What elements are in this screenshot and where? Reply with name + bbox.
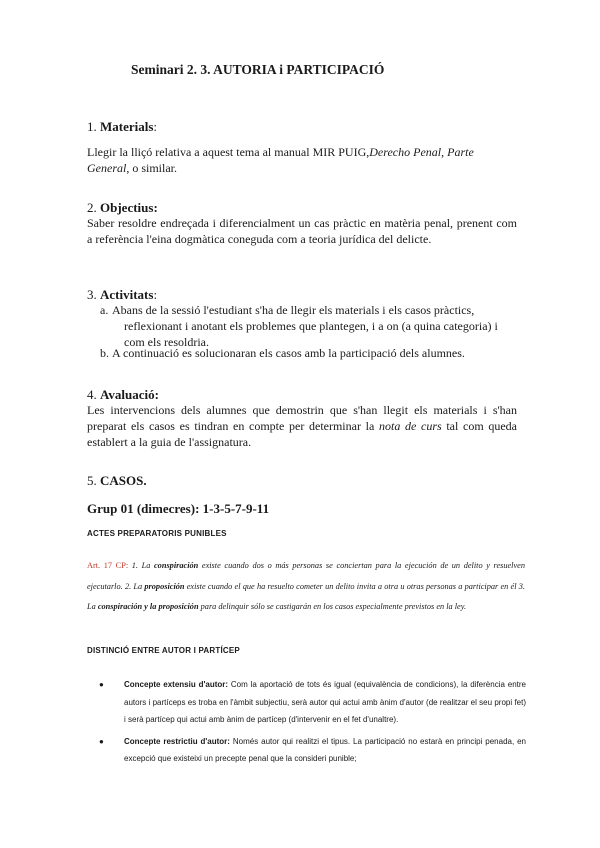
materials-heading: [87, 119, 157, 135]
activitats-number: 3.: [87, 287, 97, 302]
materials-number: 1.: [87, 119, 97, 134]
article-bold-proposicion: proposición: [144, 581, 185, 591]
article-17-paragraph: [87, 556, 525, 618]
list-item: [99, 733, 526, 768]
materials-text-italic: Derecho Penal, Parte General: [87, 145, 474, 175]
article-reference: Art. 17 CP:: [87, 561, 129, 570]
objectius-heading: [87, 200, 158, 216]
activitats-item-a-text: Abans de la sessió l'estudiant s'ha de llegir els materials i els casos pràctics, reflexionant i anotant els problemes que plantegen, i a on (a quina categoria) i com els resoldria.: [112, 303, 498, 349]
article-bold-conspiracion: conspiración: [154, 561, 199, 570]
casos-heading-text: CASOS.: [100, 473, 147, 488]
casos-number: 5.: [87, 473, 97, 488]
article-text-2: existe cuando dos o más personas se conciertan para la ejecución de un delito y resuelven ejecutarlo. 2. La: [87, 561, 526, 591]
article-bold-conspiracion-proposicion: conspiración y la proposición: [97, 602, 199, 611]
bullet-text: Com la aportació de tots és igual (equivalència de condicions), la diferència entre autors i partíceps es troba en l'àmbit subjectiu, serà autor qui actui amb ànim d'autor (de realitzar el seu propi fet) i serà partícep qui actui amb ànim de partícep (d'intervenir en el fet d'unaltre).: [124, 680, 526, 724]
avaluacio-text-italic: nota de curs: [378, 419, 442, 433]
avaluacio-text-post: tal com queda establert a la guia de l'assignatura.: [87, 419, 518, 449]
activitats-item-b-text: A continuació es solucionaran els casos amb la participació dels alumnes.: [112, 346, 465, 360]
avaluacio-number: 4.: [87, 387, 97, 402]
objectius-number: 2.: [87, 200, 97, 215]
activitats-heading-text: Activitats: [100, 287, 154, 302]
avaluacio-heading-text: Avaluació:: [100, 387, 159, 402]
bullet-text: Només autor qui realitzi el tipus. La participació no estarà en principi penada, en excepció que existeixi un precepte penal que la consideri punible;: [124, 736, 526, 763]
bullet-bold-label: Concepte extensiu d'autor:: [124, 680, 229, 689]
bullet-icon: ●: [99, 736, 104, 746]
bullet-icon: ●: [99, 680, 104, 689]
materials-colon: :: [153, 119, 158, 134]
actes-preparatoris-heading: ACTES PREPARATORIS PUNIBLES: [87, 529, 227, 538]
article-text-4: para delinquir sólo se castigarán en los casos especialmente previstos en la ley.: [198, 602, 467, 611]
materials-text: [87, 144, 517, 176]
article-text-3: existe cuando el que ha resuelto cometer un delito invita a otra u otras personas a participar en él 3. La: [87, 581, 526, 611]
page-title: Seminari 2. 3. AUTORIA i PARTICIPACIÓ: [131, 62, 385, 77]
avaluacio-text-pre: Les intervencions dels alumnes que demostrin que s'han llegit els materials i s'han preparat els casos es tindran en compte per determinar la: [87, 403, 517, 433]
objectius-heading-text: Objectius:: [100, 200, 158, 215]
objectius-text: Saber resoldre endreçada i diferencialment un cas pràctic en matèria penal, prenent com a referència l'eina dogmàtica coneguda com a teoria jurídica del delicte.: [87, 216, 517, 246]
activitats-item-a: [100, 302, 500, 350]
bullet-bold-label: Concepte restrictiu d'autor:: [124, 736, 230, 746]
materials-text-pre: Llegir la lliçó relativa a aquest tema al manual MIR PUIG,: [87, 145, 370, 159]
avaluacio-heading: [87, 387, 159, 403]
activitats-item-b: [100, 345, 530, 361]
activitats-heading: [87, 287, 157, 303]
casos-heading: [87, 473, 147, 489]
materials-text-post: , o similar.: [126, 161, 177, 175]
avaluacio-text: [87, 402, 517, 450]
distincio-heading: DISTINCIÓ ENTRE AUTOR I PARTÍCEP: [87, 646, 240, 655]
grup-heading: Grup 01 (dimecres): 1-3-5-7-9-11: [87, 501, 270, 516]
activitats-colon: :: [153, 287, 158, 302]
article-text-1: 1. La: [128, 561, 154, 570]
list-item: [99, 676, 526, 729]
activitats-item-a-marker: a.: [100, 303, 109, 317]
activitats-item-b-marker: b.: [100, 346, 109, 360]
bullet-list: [99, 676, 526, 768]
materials-heading-text: Materials: [100, 119, 154, 134]
